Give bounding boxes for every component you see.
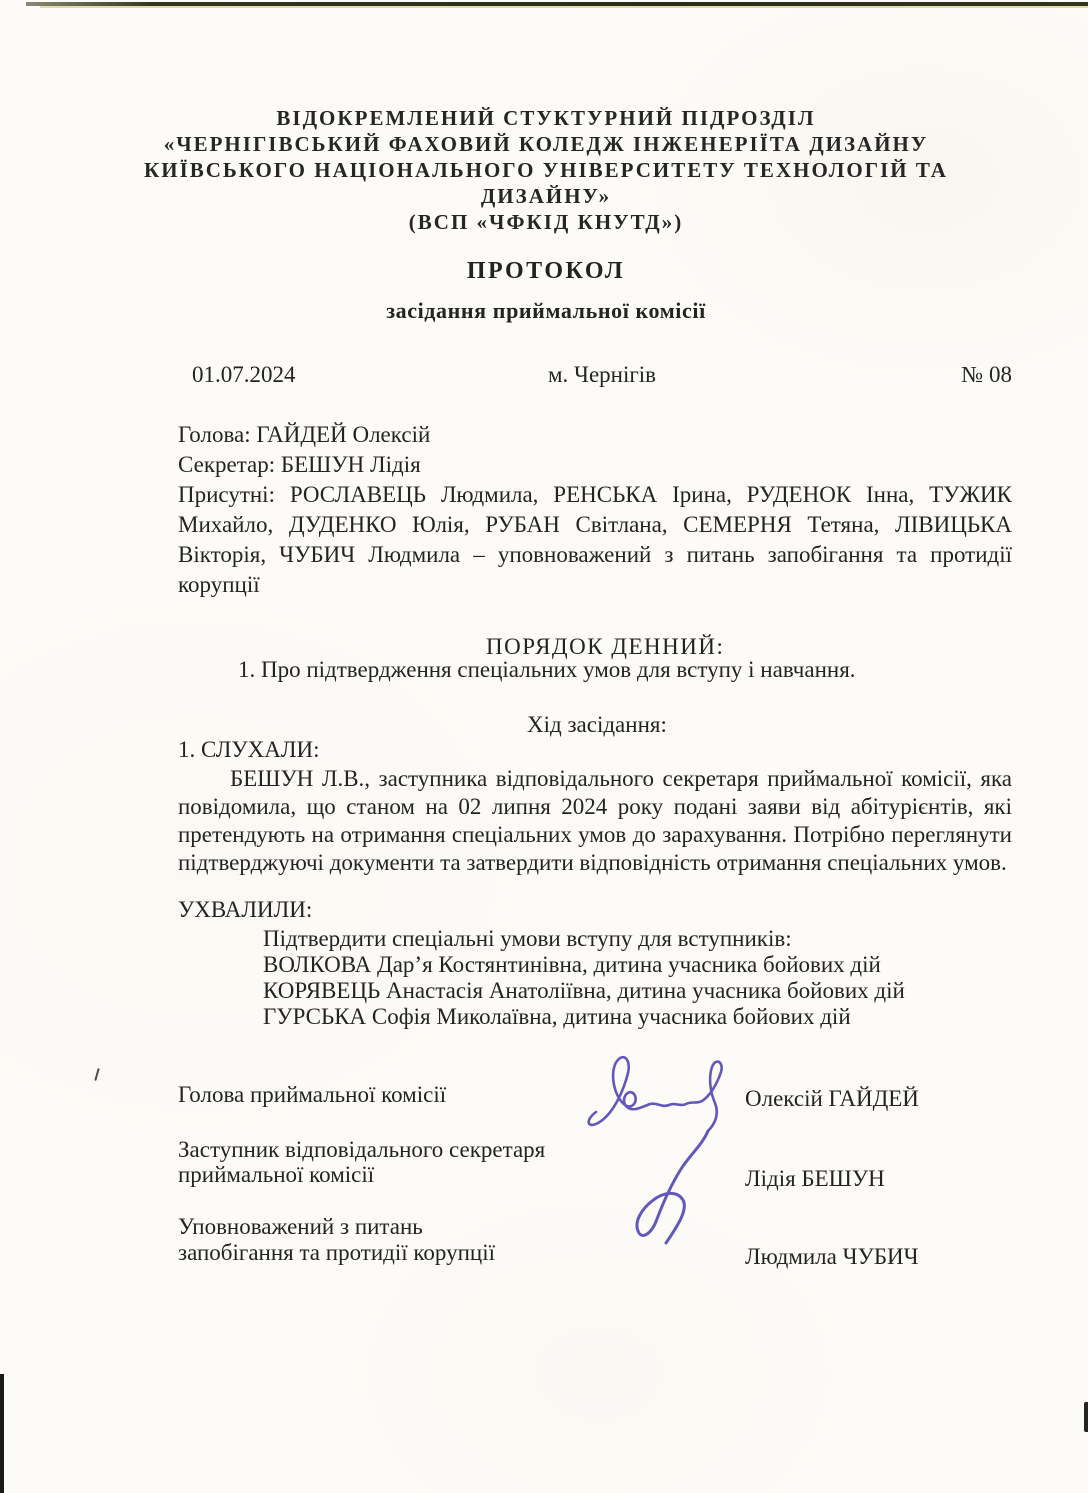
header-line-4: ДИЗАЙНУ» (480, 184, 612, 208)
protocol-number: № 08 (961, 362, 1012, 387)
heard-paragraph: БЕШУН Л.В., заступника відповідального секретаря приймальної комісії, яка повідомила, що станом на 02 липня 2024 року подані заяви від абітурієнтів, які претендують на отримання спеціальних умов до зарахування. Потрібно переглянути підтверджуючі документи та затвердити відповідність отримання спеціальних умов. (178, 766, 1012, 875)
resolved-item: ГУРСЬКА Софія Миколаївна, дитина учасника бойових дій (263, 1004, 851, 1029)
heard-heading: 1. СЛУХАЛИ: (178, 737, 320, 762)
signature-role-line: приймальної комісії (178, 1162, 375, 1187)
agenda-item-1: 1. Про підтвердження спеціальних умов для вступу і навчання. (238, 657, 856, 682)
signature-name-chair: Олексій ГАЙДЕЙ (745, 1086, 919, 1111)
document-subtitle: засідання приймальної комісії (386, 298, 706, 323)
signature-role-chair: Голова приймальної комісії (178, 1082, 447, 1107)
scan-edge-top-tint (40, 6, 1088, 8)
resolved-heading: УХВАЛИЛИ: (178, 897, 313, 922)
secretary-line: Секретар: БЕШУН Лідія (178, 452, 421, 477)
signature-role-line: Заступник відповідального секретаря (178, 1137, 546, 1162)
header-line-5: (ВСП «ЧФКІД КНУТД») (408, 210, 684, 234)
scan-edge-left-line (0, 1374, 4, 1493)
present-paragraph: Присутні: РОСЛАВЕЦЬ Людмила, РЕНСЬКА Ірина, РУДЕНОК Інна, ТУЖИК Михайло, ДУДЕНКО Юлія, РУБАН Світлана, СЕМЕРНЯ Тетяна, ЛІВИЦЬКА Вікторія, ЧУБИЧ Людмила – уповноважений з питань запобігання та протидії корупції (178, 482, 1012, 597)
signature-role-line: Уповноважений з питань (178, 1214, 423, 1239)
signature-role-anticorruption-officer (178, 1214, 495, 1266)
document-type-title: ПРОТОКОЛ (466, 258, 626, 284)
meta-row (178, 360, 1012, 390)
document-city: м. Чернігів (547, 362, 657, 387)
signature-name-anticorruption-officer: Людмила ЧУБИЧ (745, 1244, 919, 1269)
signature-role-line: запобігання та протидії корупції (178, 1240, 495, 1265)
header-line-1: ВІДОКРЕМЛЕНИЙ СТУКТУРНИЙ ПІДРОЗДІЛ (276, 106, 816, 130)
signature-role-deputy-secretary (178, 1137, 545, 1187)
stray-ink-speck (94, 1068, 100, 1081)
signature-name-deputy-secretary: Лідія БЕШУН (745, 1166, 885, 1191)
header-line-3: КИЇВСЬКОГО НАЦІОНАЛЬНОГО УНІВЕРСИТЕТУ ТЕХНОЛОГІЙ ТА (144, 158, 948, 182)
resolved-item: ВОЛКОВА Дар’я Костянтинівна, дитина учасника бойових дій (263, 952, 881, 977)
resolved-intro: Підтвердити спеціальні умови вступу для вступників: (263, 926, 792, 951)
officers-block (178, 420, 1012, 600)
resolved-item: КОРЯВЕЦЬ Анастасія Анатоліївна, дитина учасника бойових дій (263, 978, 905, 1003)
scan-edge-right-mark (1084, 1402, 1088, 1432)
agenda-heading: ПОРЯДОК ДЕННИЙ: (486, 634, 725, 659)
header-line-2: «ЧЕРНІГІВСЬКИЙ ФАХОВИЙ КОЛЕДЖ ІНЖЕНЕРІЇТА ДИЗАЙНУ (163, 132, 929, 156)
session-heading: Хід засідання: (527, 712, 667, 737)
document-date: 01.07.2024 (192, 362, 296, 387)
resolved-list (263, 926, 1023, 1030)
institution-header (70, 105, 1022, 235)
chair-line: Голова: ГАЙДЕЙ Олексій (178, 422, 431, 447)
handwritten-signature-ink (575, 1042, 735, 1254)
